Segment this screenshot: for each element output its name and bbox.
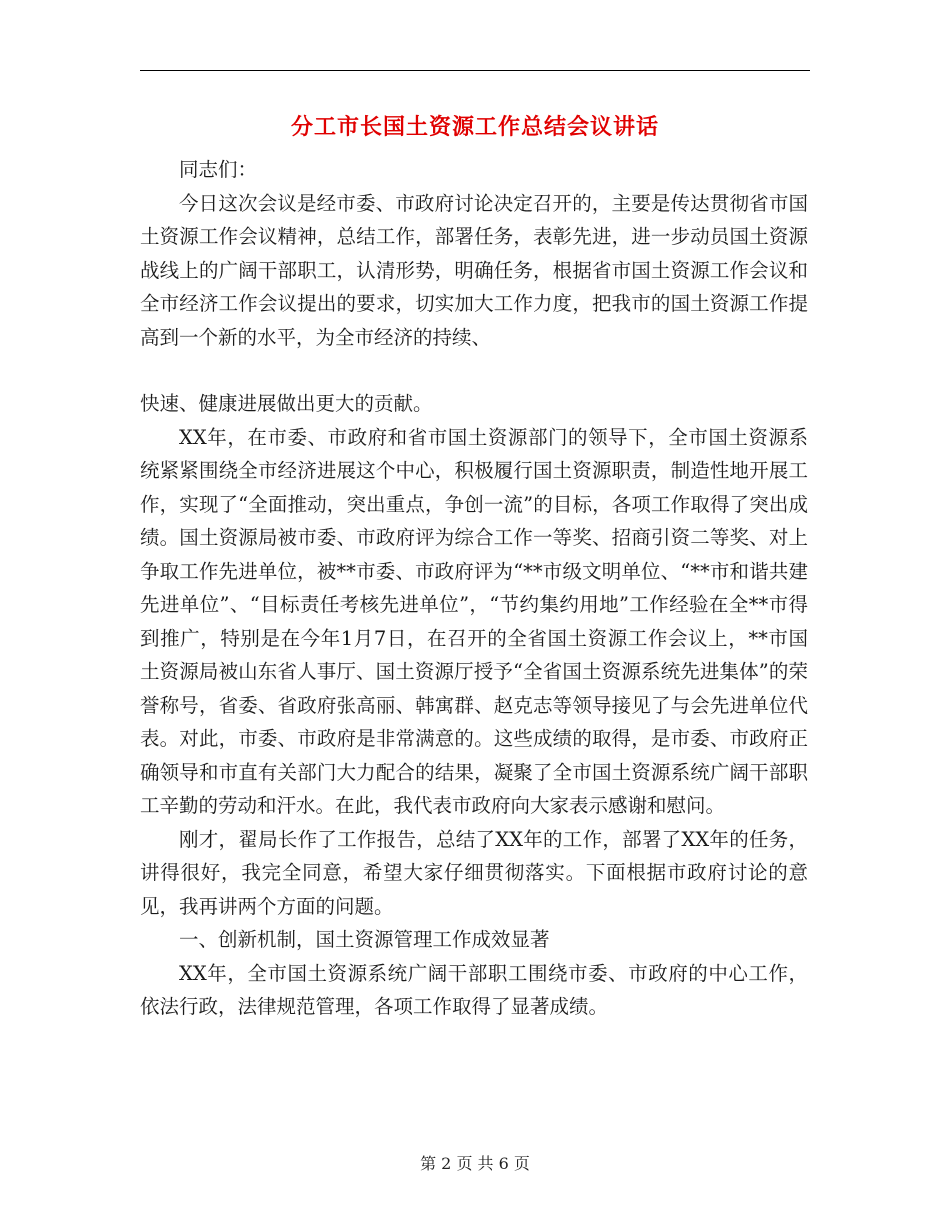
- document-body: [140, 153, 808, 1024]
- body-paragraph: XX年，在市委、市政府和省市国土资源部门的领导下，全市国土资源系统紧紧围绕全市经济进展这个中心，积极履行国土资源职责，制造性地开展工作，实现了“全面推动，突出重点，争创一流”的目标，各项工作取得了突出成绩。国土资源局被市委、市政府评为综合工作一等奖、招商引资二等奖、对上争取工作先进单位，被**市委、市政府评为“**市级文明单位、“**市和谐共建先进单位”、“目标责任考核先进单位”，“节约集约用地”工作经验在全**市得到推广，特别是在今年1月7日，在召开的全省国土资源工作会议上，**市国土资源局被山东省人事厅、国土资源厅授予“全省国土资源系统先进集体”的荣誉称号，省委、省政府张高丽、韩寓群、赵克志等领导接见了与会先进单位代表。对此，市委、市政府是非常满意的。这些成绩的取得，是市委、市政府正确领导和市直有关部门大力配合的结果，凝聚了全市国土资源系统广阔干部职工辛勤的劳动和汗水。在此，我代表市政府向大家表示感谢和慰问。: [140, 425, 808, 817]
- salutation-paragraph: 同志们：: [179, 158, 258, 181]
- body-paragraph: 刚才，翟局长作了工作报告，总结了XX年的工作，部署了XX年的任务，讲得很好，我完全同意，希望大家仔细贯彻落实。下面根据市政府讨论的意见，我再讲两个方面的问题。: [140, 827, 808, 918]
- body-paragraph: 今日这次会议是经市委、市政府讨论决定召开的，主要是传达贯彻省市国土资源工作会议精神，总结工作，部署任务，表彰先进，进一步动员国土资源战线上的广阔干部职工，认清形势，明确任务，根据省市国土资源工作会议和全市经济工作会议提出的要求，切实加大工作力度，把我市的国土资源工作提高到一个新的水平，为全市经济的持续、: [140, 191, 808, 349]
- document-title: 分工市长国土资源工作总结会议讲话: [290, 114, 659, 140]
- body-paragraph: XX年，全市国土资源系统广阔干部职工围绕市委、市政府的中心工作，依法行政，法律规范管理，各项工作取得了显著成绩。: [140, 961, 808, 1018]
- header-rule: [140, 70, 810, 71]
- body-paragraph-continued: 快速、健康进展做出更大的贡献。: [140, 392, 433, 415]
- section-heading: 一、创新机制，国土资源管理工作成效显著: [179, 928, 550, 951]
- page-number: 第 2 页 共 6 页: [420, 1154, 530, 1173]
